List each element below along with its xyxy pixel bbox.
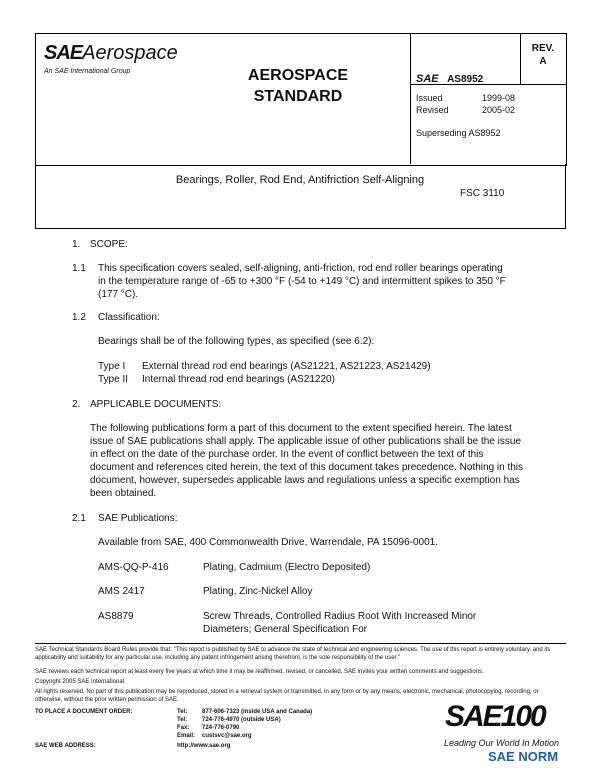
issued-value: 1999-08 <box>482 93 516 103</box>
fax-label: Fax: <box>177 725 190 731</box>
doc-number-block <box>416 69 483 87</box>
type-2-text: Internal thread rod end bearings (AS21220) <box>142 374 335 385</box>
header-divider-1 <box>410 33 411 164</box>
ref-desc-3: Screw Threads, Controlled Radius Root With Increased Minor Diameters; General Specification For <box>203 611 477 635</box>
rev-label: REV. <box>531 43 555 54</box>
doc-sae-logo: SAE <box>416 73 439 85</box>
slogan: Leading Our World In Motion <box>444 738 560 748</box>
title-line-1: AEROSPACE <box>247 67 349 84</box>
section-2-1-number: 2.1 <box>72 513 86 524</box>
revised-value: 2005-02 <box>482 105 516 115</box>
ref-code-1: AMS-QQ-P-416 <box>98 562 169 573</box>
logo-aerospace-text: Aerospace <box>82 42 178 64</box>
title-box-bottom <box>35 228 566 229</box>
logo-tagline: An SAE International Group <box>44 68 131 75</box>
title-box-right <box>565 164 566 228</box>
footer-rights: All rights reserved. No part of this publication may be reproduced, stored in a retrieval system or transmitted, in any form or by any means, electronic, mechanical, photocopying, recording, or otherwise, without the prior written permission of SAE. <box>35 689 539 703</box>
revised-label: Revised <box>416 105 449 115</box>
footer-standards-rules: SAE Technical Standards Board Rules provide that: "This report is published by SAE to advance the state of technical and engineering sciences. The use of this report is entirely voluntary, and its applicability and suitability for any particular use, including any patent infringement arising therefrom, is the sole responsibility of the user." <box>35 647 551 661</box>
email-label: Email: <box>177 733 196 739</box>
tel-value-1: 877-606-7323 (inside USA and Canada) <box>202 709 313 715</box>
ref-desc-1: Plating, Cadmium (Electro Deposited) <box>203 562 371 573</box>
rev-value: A <box>539 56 547 67</box>
fax-value: 724-776-0790 <box>202 725 240 731</box>
section-1-1-text: This specification covers sealed, self-aligning, anti-friction, rod end roller bearings operating in the temperature range of -65 to +300 °F (-54 to +149 °C) and intermittent spikes to 350 °F (177 °C). <box>98 263 506 300</box>
section-2-title: APPLICABLE DOCUMENTS: <box>90 399 222 410</box>
web-label: SAE WEB ADDRESS: <box>35 743 96 749</box>
title-line-2: STANDARD <box>253 88 343 105</box>
web-link[interactable]: http://www.sae.org <box>177 743 231 749</box>
email-value[interactable]: custsvc@sae.org <box>202 733 252 739</box>
section-1-number: 1. <box>72 239 81 250</box>
section-2-1-text: Available from SAE, 400 Commonwealth Drive, Warrendale, PA 15096-0001. <box>98 537 438 548</box>
section-2-number: 2. <box>72 399 81 410</box>
tel-value-2: 724-776-4970 (outside USA) <box>202 717 281 723</box>
doc-number: AS8952 <box>447 74 484 85</box>
footer-rule <box>35 643 566 644</box>
sae-norm-watermark: SAE NORM <box>488 749 559 764</box>
logo-sae-text: SAE <box>44 42 83 64</box>
section-1-2-title: Classification: <box>98 312 160 323</box>
ref-desc-2: Plating, Zinc-Nickel Alloy <box>203 586 313 597</box>
section-1-2-text: Bearings shall be of the following types, as specified (see 6.2): <box>98 336 375 347</box>
tel-label-2: Tel: <box>177 717 188 723</box>
order-label: TO PLACE A DOCUMENT ORDER: <box>35 709 133 715</box>
section-2-1-title: SAE Publications: <box>98 513 178 524</box>
type-1-text: External thread rod end bearings (AS21221, AS21223, AS21429) <box>142 361 431 372</box>
revision-block <box>521 42 565 68</box>
section-2-text: The following publications form a part of this document to the extent specified herein. The latest issue of SAE publications shall apply. The applicable issue of other publications shall be the issue in effect on the date of the purchase order. In the event of conflict between the text of this document and references cited herein, the text of this document takes precedence. Nothing in this document, however, supersedes applicable laws and regulations unless a specific exemption has been obtained. <box>90 423 524 499</box>
document-title: Bearings, Roller, Rod End, Antifriction Self-Aligning <box>175 174 425 186</box>
section-1-1-number: 1.1 <box>72 263 86 274</box>
ref-code-3: AS8879 <box>98 611 134 622</box>
fsc-code: FSC 3110 <box>460 188 505 199</box>
section-1-title: SCOPE: <box>90 239 128 250</box>
superseding-text: Superseding AS8952 <box>416 128 501 138</box>
footer-review-note: SAE reviews each technical report at least every five years at which time it may be reaffirmed, revised, or cancelled. SAE invites your written comments and suggestions. <box>35 669 484 675</box>
ref-code-2: AMS 2417 <box>98 586 145 597</box>
sae100-logo-text: SAE100 <box>445 700 545 733</box>
type-2-label: Type II <box>98 374 129 385</box>
type-1-label: Type I <box>98 361 126 372</box>
doc-type-title <box>228 65 368 107</box>
sae100-logo <box>445 700 575 734</box>
sae-aerospace-logo <box>44 42 224 76</box>
tel-label-1: Tel: <box>177 709 188 715</box>
footer-copyright: Copyright 2005 SAE International <box>35 679 125 685</box>
issued-label: Issued <box>416 93 443 103</box>
section-1-2-number: 1.2 <box>72 312 86 323</box>
